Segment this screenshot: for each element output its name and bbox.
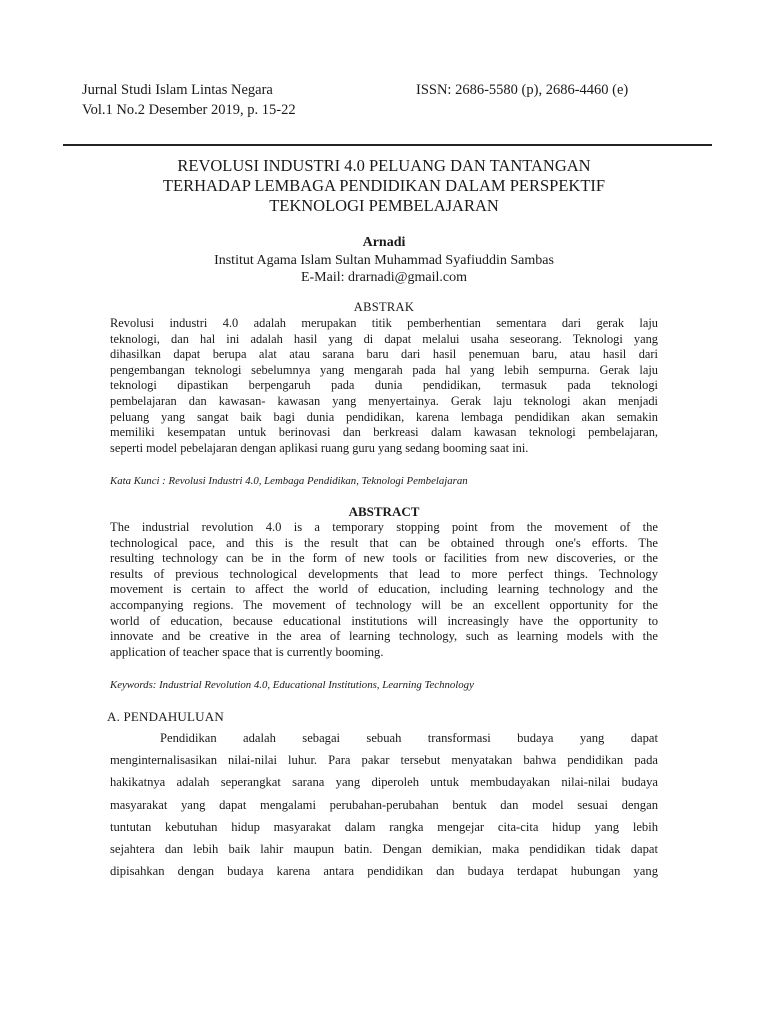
abstract-line: The industrial revolution 4.0 is a temporary stopping point from the movement of the: [110, 520, 658, 534]
abstrak-line: memiliki kesempatan untuk berinovasi dan berkreasi dalam kawasan teknologi pembelajaran,: [110, 425, 658, 440]
author-affiliation: Institut Agama Islam Sultan Muhammad Syafiuddin Sambas: [214, 253, 554, 268]
abstrak-line: teknologi dipastikan berpengaruh pada dunia pendidikan, termasuk pada teknologi: [110, 378, 658, 393]
journal-info: [82, 80, 296, 120]
abstract-line: application of teacher space that is currently booming.: [110, 644, 384, 659]
title-line: TEKNOLOGI PEMBELAJARAN: [269, 196, 499, 215]
abstract-line: results of previous technological developments that lead to more perfect things. Technology: [110, 566, 658, 581]
intro-line: dipisahkan dengan budaya karena antara pendidikan dan budaya terdapat hubungan yang: [110, 864, 658, 879]
paper-title: [110, 156, 658, 216]
title-line: REVOLUSI INDUSTRI 4.0 PELUANG DAN TANTANGAN: [177, 156, 591, 175]
title-line: TERHADAP LEMBAGA PENDIDIKAN DALAM PERSPEKTIF: [162, 176, 606, 195]
abstrak-line: pembelajaran dan kawasan- kawasan yang menyertainya. Gerak laju teknologi akan menjadi: [110, 393, 658, 408]
section-heading: A. PENDAHULUAN: [107, 709, 224, 724]
intro-line: hakikatnya adalah seperangkat sarana yang diperoleh untuk membudayakan nilai-nilai budaya: [110, 775, 658, 790]
abstract-line: resulting technology can be in the form of new tools or facilities from new discoveries, or the: [110, 551, 658, 566]
abstrak-line: pengembangan teknologi sebelumnya yang mengarah pada hal yang lebih sempurna. Gerak laju: [110, 362, 658, 377]
header-divider: [63, 144, 712, 146]
abstract-line: technological pace, and this is the result that can be obtained through one's efforts. The: [110, 535, 658, 550]
abstract-body: [110, 520, 658, 660]
issn: ISSN: 2686-5580 (p), 2686-4460 (e): [416, 82, 629, 98]
abstrak-keywords: Kata Kunci : Revolusi Industri 4.0, Lembaga Pendidikan, Teknologi Pembelajaran: [110, 475, 468, 487]
abstract-line: accompanying regions. The movement of technology will be an excellent opportunity for the: [110, 597, 658, 612]
abstract-line: innovate and be creative in the area of learning technology, such as learning models with the: [110, 629, 658, 644]
abstrak-body: [110, 316, 658, 456]
abstrak-line: peluang yang sangat baik bagi dunia pendidikan, karena lembaga pendidikan akan semakin: [110, 409, 658, 424]
intro-line: Pendidikan adalah sebagai sebuah transformasi budaya yang dapat: [160, 731, 658, 745]
intro-line: sejahtera dan lebih baik lahir maupun batin. Dengan demikian, maka pendidikan tidak dapat: [110, 842, 658, 857]
abstrak-line: teknologi, dan hal ini adalah hasil yang di dapat melalui usaha seseorang. Teknologi yang: [110, 331, 658, 346]
intro-line: tuntutan kebutuhan hidup masyarakat dalam rangka mengejar cita-cita hidup yang lebih: [110, 819, 658, 834]
intro-line: masyarakat yang dapat mengalami perubahan-perubahan bentuk dan model sesuai dengan: [110, 797, 658, 812]
intro-line: menginternalisasikan nilai-nilai luhur. Para pakar tersebut menyatakan bahwa pendidikan pada: [110, 753, 658, 768]
abstract-heading: ABSTRACT: [348, 504, 420, 519]
abstract-line: world of education, because educational institutions will increasingly have the opportunity to: [110, 613, 658, 628]
author-email: E-Mail: drarnadi@gmail.com: [300, 270, 468, 285]
journal-name: Jurnal Studi Islam Lintas Negara: [82, 82, 273, 98]
abstrak-line: dihasilkan dapat berupa alat atau sarana baru dari hasil penemuan baru, atau hasil dari: [110, 347, 658, 362]
intro-body: [110, 727, 658, 882]
abstrak-line: seperti model pebelajaran dengan aplikasi ruang guru yang sedang booming saat ini.: [110, 440, 529, 455]
abstrak-heading: ABSTRAK: [353, 300, 415, 314]
abstract-line: movement is certain to affect the world of education, including learning technology and the: [110, 582, 658, 597]
author-name: Arnadi: [362, 235, 406, 250]
volume-info: Vol.1 No.2 Desember 2019, p. 15-22: [82, 102, 296, 118]
abstract-keywords: Keywords: Industrial Revolution 4.0, Educational Institutions, Learning Technology: [110, 679, 474, 691]
abstrak-line: Revolusi industri 4.0 adalah merupakan titik pemberhentian sementara dari gerak laju: [110, 316, 658, 330]
